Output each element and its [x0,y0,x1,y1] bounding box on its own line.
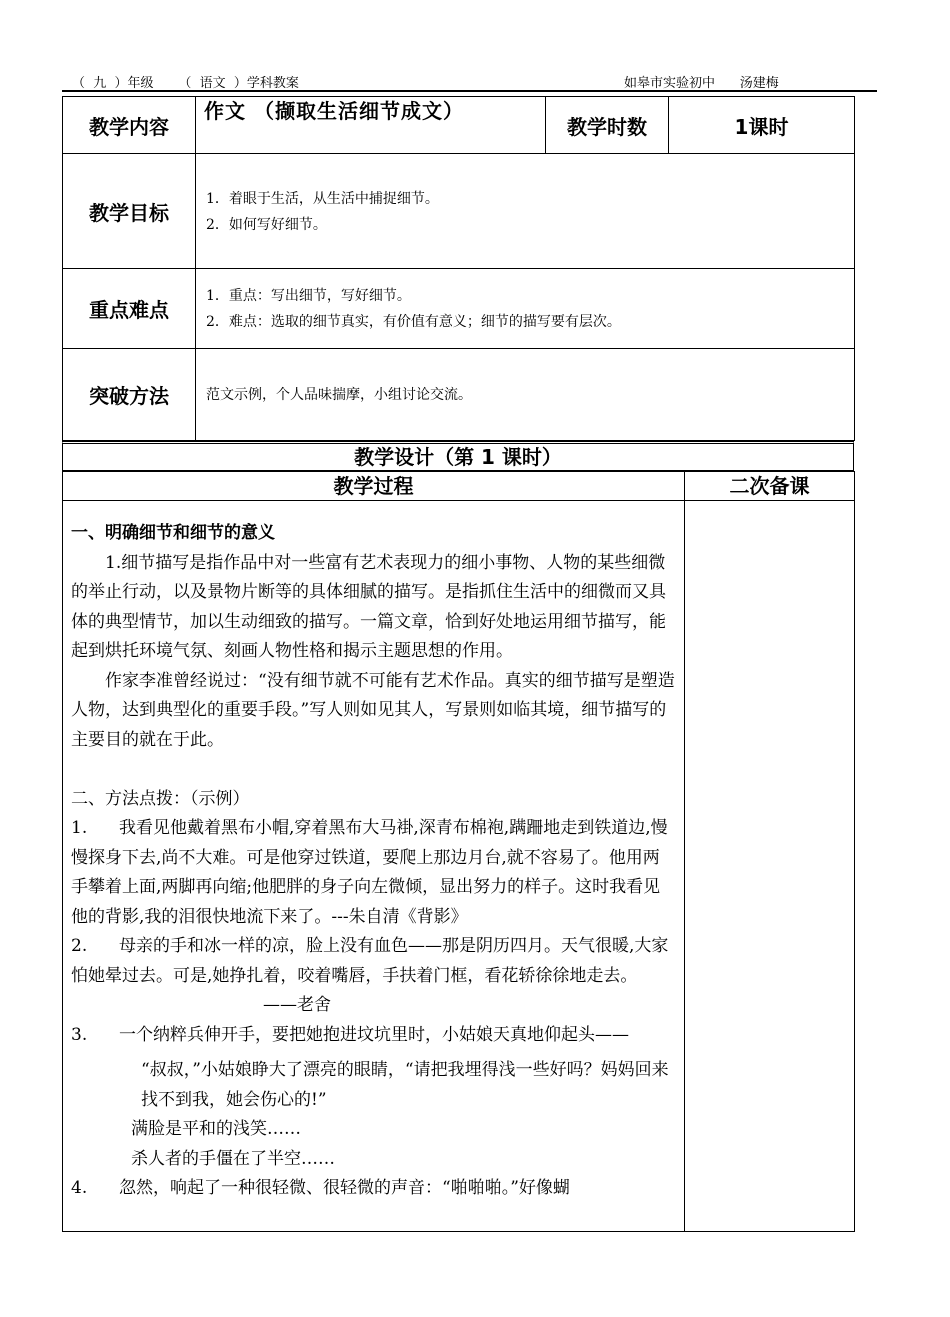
example-number: 1. [71,818,88,838]
goal-item: 2．如何写好细节。 [206,217,327,233]
design-table [62,471,855,1232]
section-1-paragraph: 1.细节描写是指作品中对一些富有艺术表现力的细小事物、人物的某些细微的举止行动，以及景物片断等的具体细腻的描写。是指抓住生活中的细微而又具体的典型情节，加以生动细致的描写。一篇文章，恰到好处地运用细节描写，能起到烘托环境气氛、刻画人物性格和揭示主题思想的作用。 [71,552,666,661]
content-label: 教学内容 [63,97,196,154]
section-1-paragraph: 作家李准曾经说过：“没有细节就不可能有艺术作品。真实的细节描写是塑造人物，达到典型化的重要手段。”写人则如见其人，写景则如临其境，细节描写的主要目的就在于此。 [71,670,675,750]
example-3 [71,1021,676,1051]
grade-subject-label: （ 九 ）年级 （ 语文 ）学科教案 [72,76,299,91]
section-2-title: 二、方法点拨：（示例） [71,788,250,809]
key-point-item: 1．重点：写出细节，写好细节。 [206,287,411,304]
goal-item: 1．着眼于生活，从生活中捕捉细节。 [206,191,439,207]
backup-header: 二次备课 [685,472,855,501]
example-4 [71,1174,676,1204]
info-table [62,96,855,441]
example-3-line: 满脸是平和的浅笑…… [131,1119,301,1139]
example-text: 我看见他戴着黑布小帽,穿着黑布大马褂,深青布棉袍,蹒跚地走到铁道边,慢慢探身下去,尚不大难。可是他穿过铁道，要爬上那边月台,就不容易了。他用两手攀着上面,两脚再向缩;他肥胖的身子向左微倾，显出努力的样子。这时我看见他的背影,我的泪很快地流下来了。---朱自清《背影》 [71,818,668,927]
example-2-attribution: ——老舍 [263,995,331,1015]
key-points-cell [196,269,855,349]
example-text: 母亲的手和冰一样的凉，脸上没有血色——那是阴历四月。天气很暖,大家怕她晕过去。可是,她挣扎着，咬着嘴唇，手扶着门框，看花轿徐徐地走去。 [71,936,669,986]
design-title: 教学设计（第 1 课时） [62,441,854,471]
example-number: 4. [71,1178,88,1198]
method-value: 范文示例，个人品味揣摩，小组讨论交流。 [196,349,855,441]
backup-content [685,501,855,1232]
example-3-quote [71,1056,676,1115]
goals-cell [196,154,855,269]
section-1-title: 一、明确细节和细节的意义 [71,523,275,543]
goals-label: 教学目标 [63,154,196,269]
example-number: 3. [71,1024,88,1045]
key-point-item: 2．难点：选取的细节真实，有价值有意义；细节的描写要有层次。 [206,313,621,330]
example-text: 忽然，响起了一种很轻微、很轻微的声音：“啪啪啪。”好像蝴 [119,1178,570,1198]
school-teacher-label: 如皋市实验初中 汤建梅 [624,76,779,91]
lesson-plan [62,96,854,1232]
content-value: 作文 （撷取生活细节成文） [196,97,546,154]
process-header: 教学过程 [63,472,685,501]
example-number: 2. [71,936,88,956]
method-label: 突破方法 [63,349,196,441]
hours-label: 教学时数 [546,97,669,154]
page-header [62,70,877,92]
hours-value: 1课时 [669,97,855,154]
example-2 [71,932,676,991]
example-3-line: 杀人者的手僵在了半空…… [131,1148,335,1169]
example-1 [71,814,676,932]
blank-line [71,755,676,785]
key-points-label: 重点难点 [63,269,196,349]
process-content [63,501,685,1232]
example-text: 一个纳粹兵伸开手，要把她抱进坟坑里时，小姑娘天真地仰起头—— [119,1024,629,1045]
quote-text: “叔叔，”小姑娘睁大了漂亮的眼睛，“请把我埋得浅一些好吗？妈妈回来找不到我，她会伤心的!” [141,1060,669,1110]
